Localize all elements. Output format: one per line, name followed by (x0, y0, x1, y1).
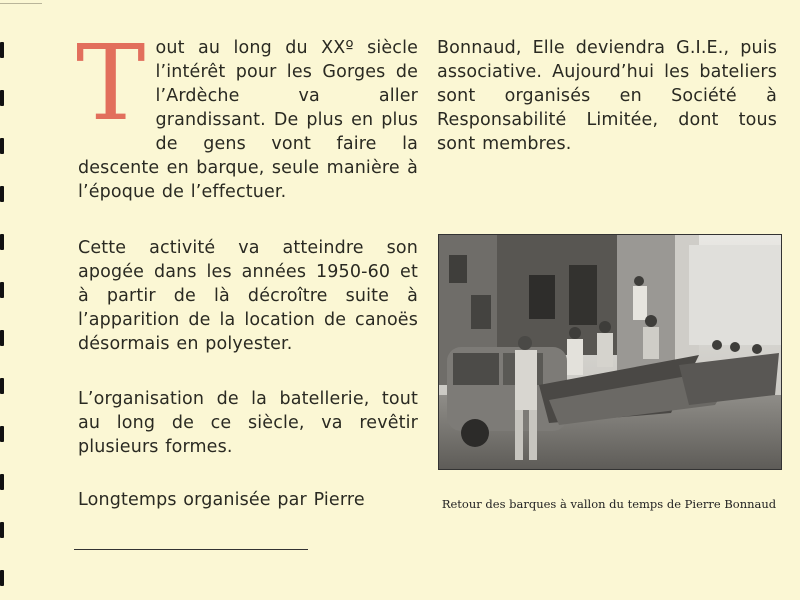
drop-cap: T (76, 22, 146, 144)
left-column (76, 22, 418, 204)
paragraph-intro-text: out au long du XXº siècle l’intérêt pour les Gorges de l’Ardèche va aller grandissant. De plus en plus de gens vont faire la descente en barque, seule manière à l’époque de l’effectuer. (78, 38, 418, 202)
footnote-rule (74, 549, 308, 550)
historic-photo (438, 234, 782, 470)
top-edge-line (0, 3, 42, 4)
paragraph-continuation: Bonnaud, Elle deviendra G.I.E., puis associative. Aujourd’hui les bateliers sont organisés en Société à Responsabilité Limitée, dont tous sont membres. (437, 38, 777, 154)
paragraph-pierre: Longtemps organisée par Pierre (78, 490, 365, 510)
photo-caption: Retour des barques à vallon du temps de Pierre Bonnaud (441, 497, 777, 511)
paragraph-intro (76, 22, 418, 204)
spiral-binding (0, 30, 6, 600)
paragraph-organisation: L’organisation de la batellerie, tout au long de ce siècle, va revêtir plusieurs formes. (78, 389, 418, 457)
photo-illustration (439, 235, 781, 469)
right-column (437, 36, 777, 156)
paragraph-apogee: Cette activité va atteindre son apogée dans les années 1950-60 et à partir de là décroître suite à l’apparition de la location de canoës désormais en polyester. (78, 238, 418, 354)
